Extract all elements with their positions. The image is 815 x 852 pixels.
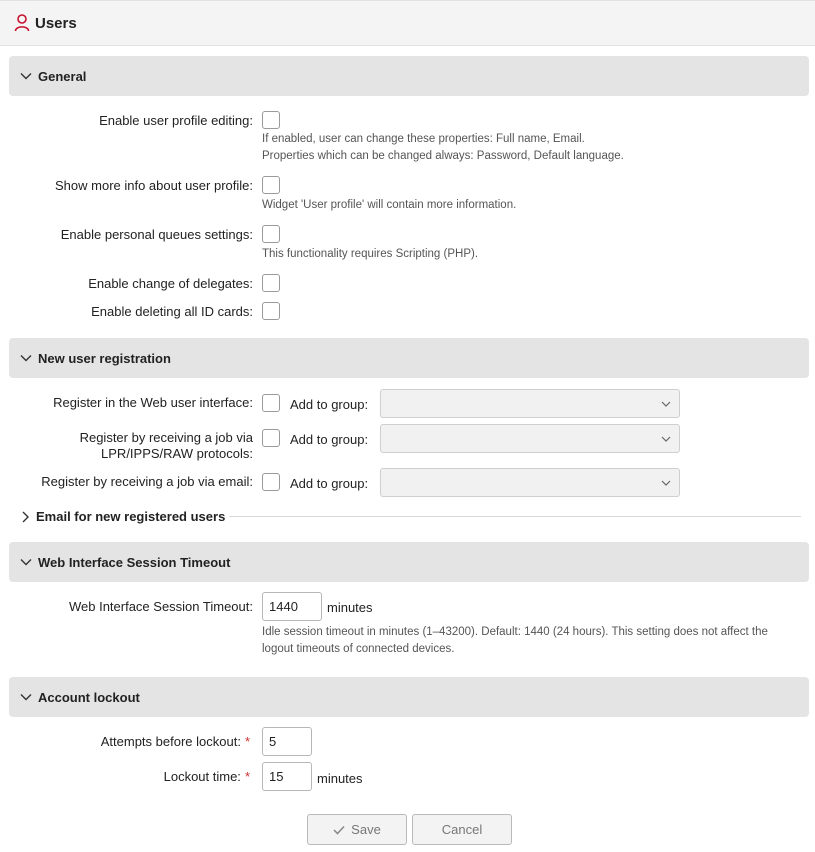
change-delegates-checkbox[interactable] [262,274,280,292]
required-mark: * [244,769,250,784]
chevron-down-icon [661,434,671,444]
section-registration-header[interactable] [9,338,809,378]
register-lpr-group-select[interactable] [380,424,680,453]
user-icon [14,14,30,32]
delete-id-cards-checkbox[interactable] [262,302,280,320]
chevron-down-icon [20,352,32,364]
save-button-label: Save [351,822,381,837]
session-timeout-input[interactable]: 1440 [262,592,322,621]
chevron-down-icon [20,70,32,82]
chevron-down-icon [661,399,671,409]
user-profile-editing-hint: If enabled, user can change these properties: Full name, Email. Properties which can be changed always: Password, Default language. [262,133,624,162]
lockout-time-input[interactable]: 15 [262,762,312,791]
register-email-label: Register by receiving a job via email: [41,474,253,489]
save-button[interactable] [307,814,407,845]
attempts-input[interactable]: 5 [262,727,312,756]
section-session-header[interactable] [9,542,809,582]
section-title: Account lockout [38,690,140,705]
section-title: General [38,69,87,84]
page-header [0,0,815,46]
session-timeout-hint: Idle session timeout in minutes (1–43200). Default: 1440 (24 hours). This setting does not affect the logout timeouts of connected devices. [262,626,768,655]
register-email-group-select[interactable] [380,468,680,497]
register-web-group-select[interactable] [380,389,680,418]
check-icon [333,825,345,835]
more-info-label: Show more info about user profile: [55,178,253,193]
attempts-label: Attempts before lockout: * [100,734,250,749]
lockout-time-unit: minutes [317,771,363,786]
more-info-hint: Widget 'User profile' will contain more information. [262,199,517,211]
add-to-group-label: Add to group: [290,432,369,447]
register-lpr-checkbox[interactable] [262,429,280,447]
delete-id-cards-label: Enable deleting all ID cards: [91,304,253,319]
section-title: New user registration [38,351,171,366]
register-email-checkbox[interactable] [262,473,280,491]
personal-queues-checkbox[interactable] [262,225,280,243]
section-title: Web Interface Session Timeout [38,555,231,570]
sub-section-title: Email for new registered users [36,509,226,524]
more-info-checkbox[interactable] [262,176,280,194]
register-lpr-label: Register by receiving a job via LPR/IPPS/RAW protocols: [79,430,253,461]
section-lockout-header[interactable] [9,677,809,717]
chevron-down-icon [20,691,32,703]
session-timeout-label: Web Interface Session Timeout: [68,599,253,614]
add-to-group-label: Add to group: [290,476,369,491]
add-to-group-label: Add to group: [290,397,369,412]
user-profile-editing-checkbox[interactable] [262,111,280,129]
section-general-header[interactable] [9,56,809,96]
personal-queues-label: Enable personal queues settings: [60,227,253,242]
chevron-down-icon [661,478,671,488]
page-title: Users [35,15,77,32]
lockout-time-label: Lockout time: * [163,769,250,784]
divider [229,516,801,517]
user-profile-editing-label: Enable user profile editing: [99,113,253,128]
required-mark: * [244,734,250,749]
chevron-right-icon [20,511,30,523]
register-web-label: Register in the Web user interface: [53,395,253,410]
chevron-down-icon [20,556,32,568]
change-delegates-label: Enable change of delegates: [88,276,253,291]
session-timeout-unit: minutes [327,600,373,615]
cancel-button[interactable]: Cancel [412,814,512,845]
personal-queues-hint: This functionality requires Scripting (PHP). [262,248,479,260]
register-web-checkbox[interactable] [262,394,280,412]
